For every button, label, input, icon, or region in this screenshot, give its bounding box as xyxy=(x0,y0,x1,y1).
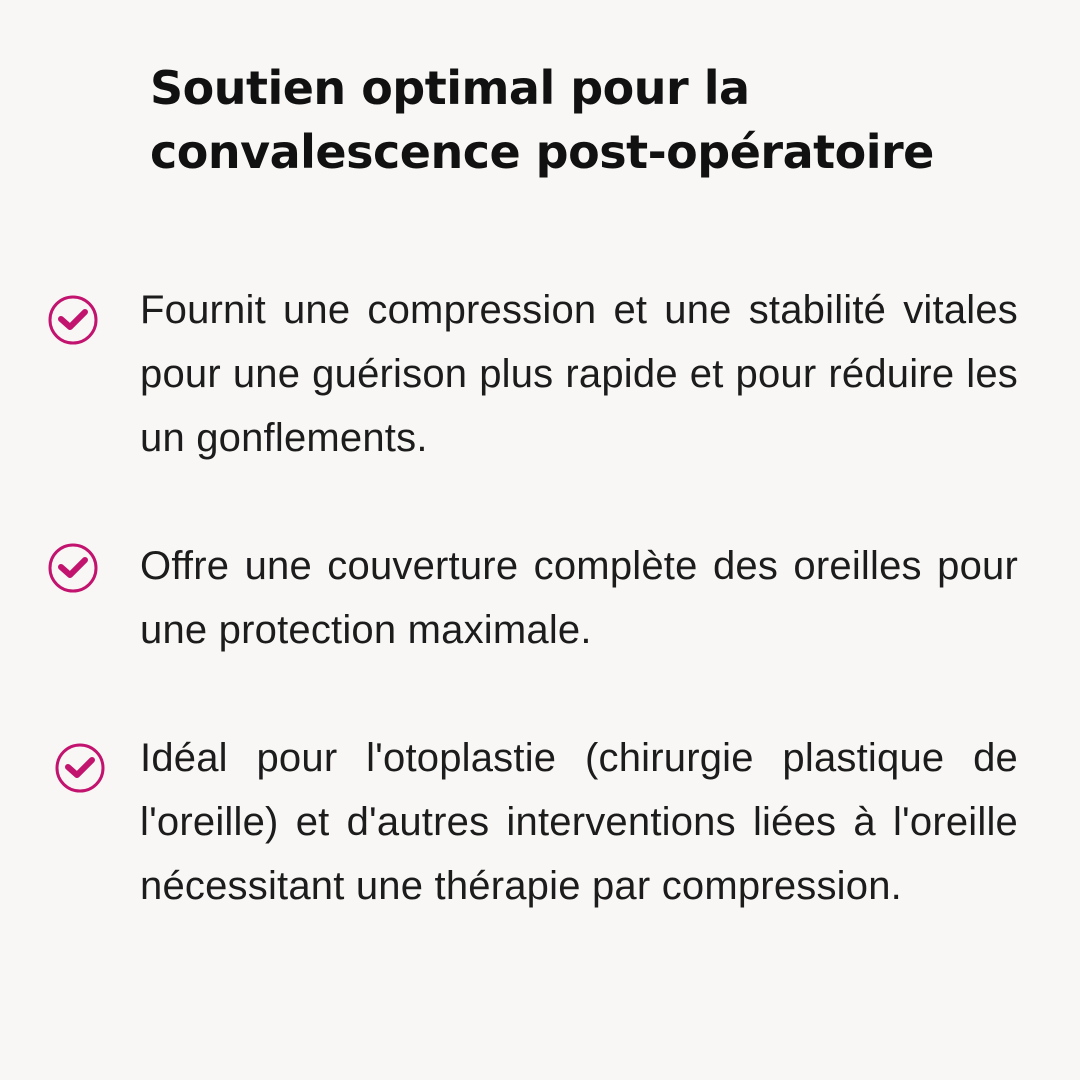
check-circle-icon xyxy=(47,294,99,346)
page-title xyxy=(150,56,1010,184)
feature-text: Idéal pour l'otoplastie (chirurgie plastique de l'oreille) et d'autres interventions liées à l'oreille nécessitant une thérapie par compression. xyxy=(140,736,1018,908)
feature-text: Fournit une compression et une stabilité vitales pour une guérison plus rapide et pour réduire les un gonflements. xyxy=(140,288,1018,460)
feature-text: Offre une couverture complète des oreilles pour une protection maximale. xyxy=(140,544,1018,652)
check-circle-icon xyxy=(47,542,99,594)
check-circle-icon xyxy=(54,742,106,794)
title-line-1: Soutien optimal pour la xyxy=(150,61,750,115)
title-line-2: convalescence post-opératoire xyxy=(150,125,934,179)
